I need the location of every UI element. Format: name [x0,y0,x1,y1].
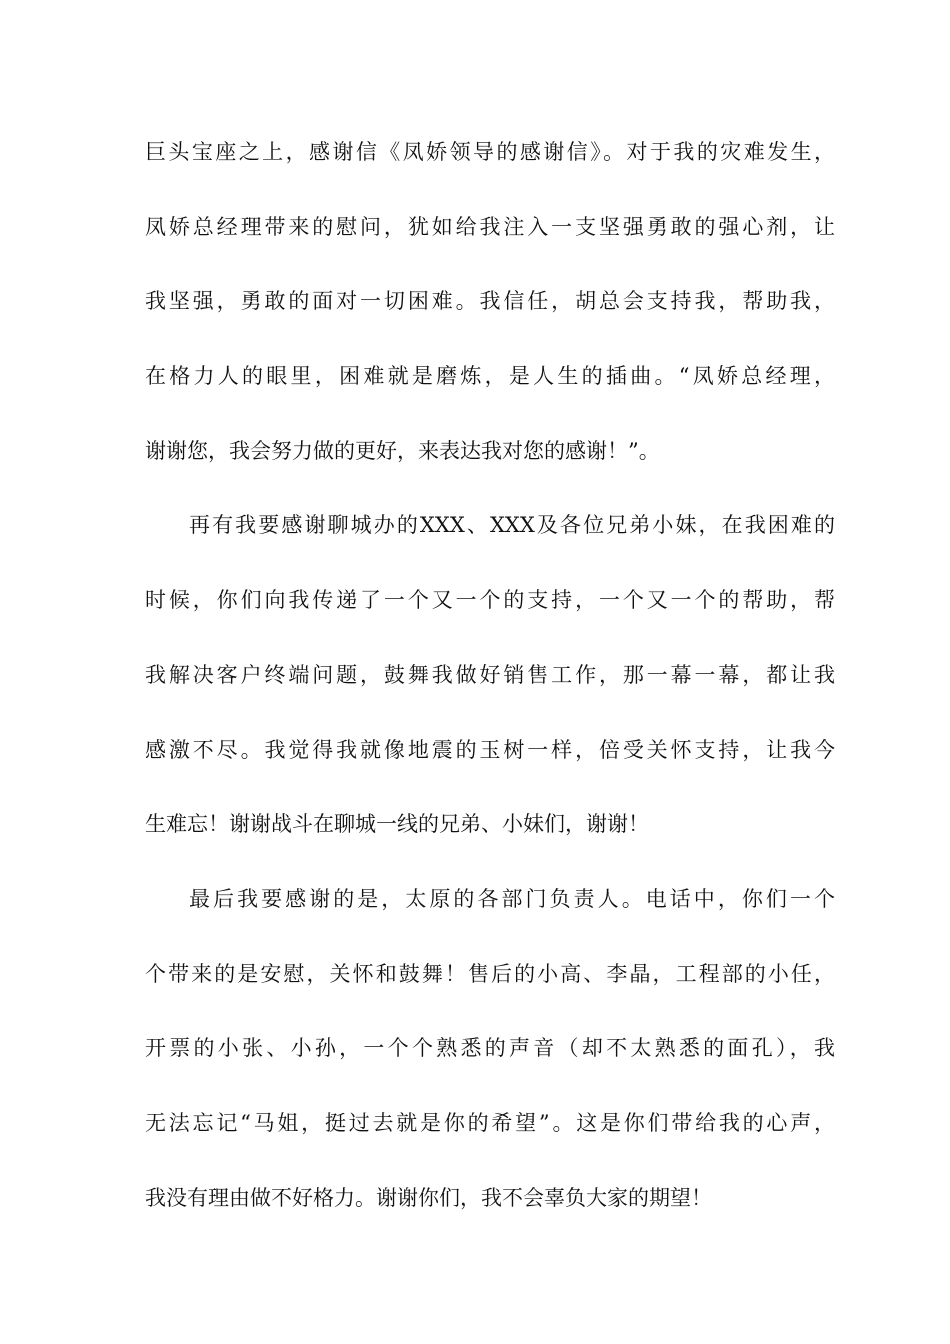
paragraph-1 [145,131,835,504]
text-line: 我解决客户终端问题，鼓舞我做好销售工作，那一幕一幕，都让我 [145,662,835,687]
paragraph-3 [145,878,835,1251]
text-line: 在格力人的眼里，困难就是磨炼，是人生的插曲。“凤娇总经理， [145,364,835,389]
text-line: 开票的小张、小孙，一个个熟悉的声音（却不太熟悉的面孔），我 [145,1036,835,1061]
paragraph-2 [145,504,835,877]
text-line: 再有我要感谢聊城办的XXX、XXX及各位兄弟小妹，在我困难的 [189,513,835,538]
text-line: 生难忘！谢谢战斗在聊城一线的兄弟、小妹们，谢谢！ [145,812,649,837]
text-line: 个带来的是安慰，关怀和鼓舞！售后的小高、李晶，工程部的小任， [145,961,835,986]
text-line: 无法忘记“马姐，挺过去就是你的希望”。这是你们带给我的心声， [145,1110,835,1135]
text-line: 巨头宝座之上，感谢信《凤娇领导的感谢信》。对于我的灾难发生， [145,140,835,164]
document-body [145,131,835,1251]
text-line: 感激不尽。我觉得我就像地震的玉树一样，倍受关怀支持，让我今 [145,737,835,762]
text-line: 凤娇总经理带来的慰问，犹如给我注入一支坚强勇敢的强心剂，让 [145,214,835,239]
text-line: 时候，你们向我传递了一个又一个的支持，一个又一个的帮助，帮 [145,588,835,613]
text-line: 我坚强，勇敢的面对一切困难。我信任，胡总会支持我，帮助我， [145,289,835,314]
text-line: 最后我要感谢的是，太原的各部门负责人。电话中，你们一个 [189,886,835,911]
text-line: 我没有理由做不好格力。谢谢你们，我不会辜负大家的期望！ [145,1185,712,1210]
text-line: 谢谢您，我会努力做的更好，来表达我对您的感谢！”。 [145,438,660,463]
